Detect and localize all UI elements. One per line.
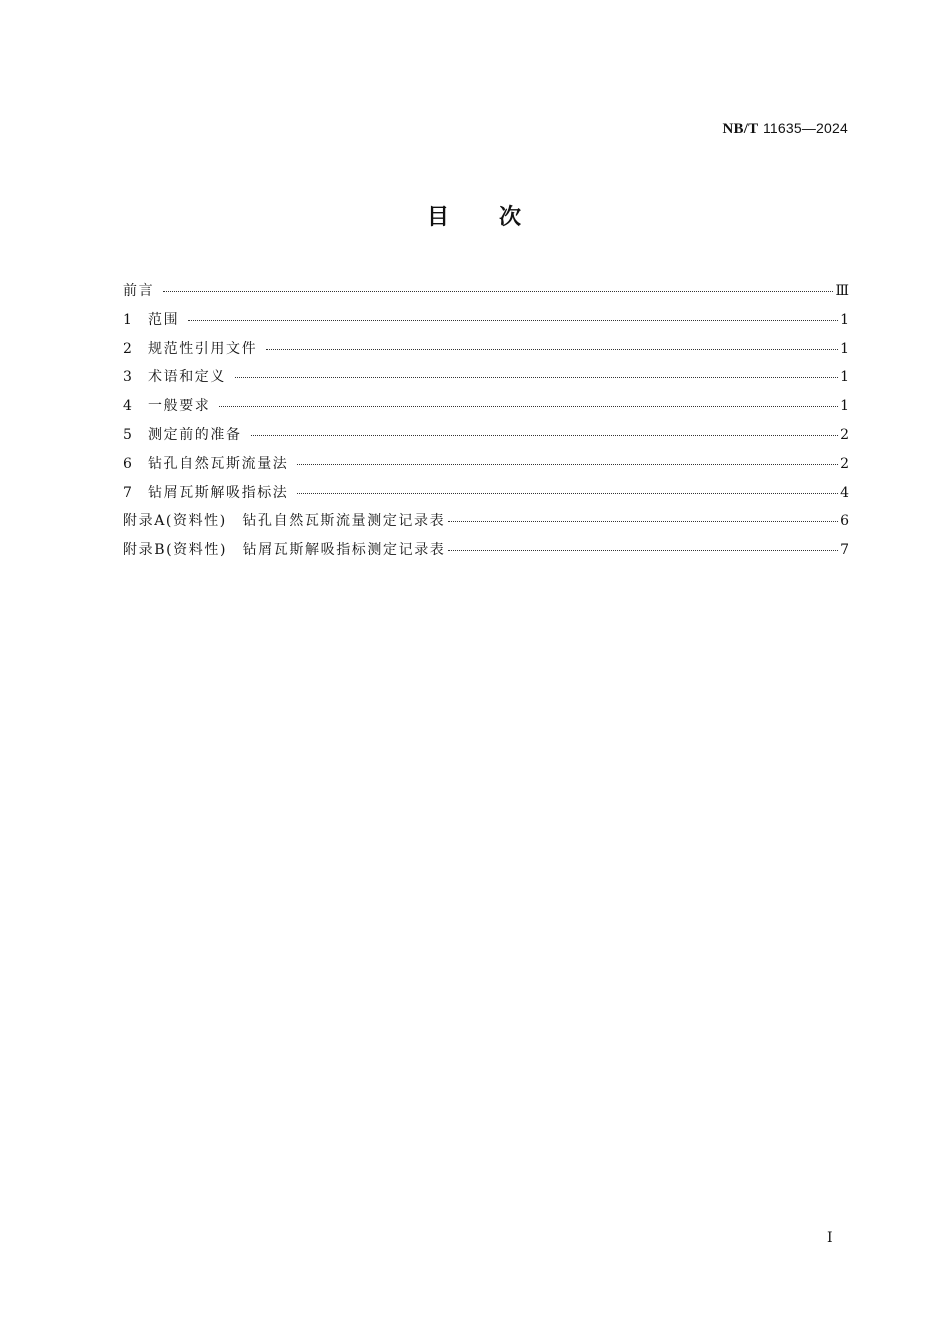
toc-entry-page: 1 <box>840 340 849 357</box>
toc-dot-leader <box>235 377 838 378</box>
toc-entry-page: 2 <box>840 426 849 443</box>
toc-entry-label: 范围 <box>148 311 180 328</box>
toc-dot-leader <box>448 550 838 551</box>
toc-entry-title <box>123 482 288 502</box>
toc-entry-label: 一般要求 <box>148 398 211 415</box>
toc-title-part1: 目 <box>426 205 451 230</box>
toc-entry-number: 7 <box>123 484 132 501</box>
toc-entry-number: 4 <box>123 398 132 415</box>
toc-entry-label: 附录B(资料性) 钻屑瓦斯解吸指标测定记录表 <box>123 542 446 559</box>
toc-entry-3[interactable] <box>123 366 849 395</box>
toc-entry-label: 规范性引用文件 <box>148 340 258 357</box>
toc-entry-title <box>123 338 257 358</box>
toc-dot-leader <box>448 521 838 522</box>
toc-entry-page: 7 <box>840 542 849 559</box>
toc-entry-label: 前言 <box>123 283 155 299</box>
toc-entry-label: 钻孔自然瓦斯流量法 <box>148 455 289 472</box>
toc-dot-leader <box>297 464 838 465</box>
toc-dot-leader <box>219 406 838 407</box>
toc-entry-page: 1 <box>840 311 849 328</box>
toc-entry-7[interactable] <box>123 482 849 511</box>
toc-entry-label: 钻屑瓦斯解吸指标法 <box>148 484 289 501</box>
toc-entry-page: 1 <box>840 398 849 415</box>
page-number: I <box>827 1230 833 1246</box>
toc-entry-2[interactable] <box>123 338 849 367</box>
toc-entry-title <box>123 395 210 415</box>
toc-entry-number: 3 <box>123 369 132 386</box>
toc-entry-page: 1 <box>840 369 849 386</box>
toc-entry-4[interactable] <box>123 395 849 424</box>
toc-entry-title <box>123 366 226 386</box>
toc-entry-foreword[interactable] <box>123 280 849 309</box>
toc-entry-page: Ⅲ <box>835 283 849 299</box>
toc-entry-number: 2 <box>123 340 132 357</box>
toc-entry-page: 4 <box>840 484 849 501</box>
standard-prefix: NB/T <box>722 121 759 137</box>
toc-entry-5[interactable] <box>123 424 849 453</box>
standard-number: 11635—2024 <box>762 120 848 136</box>
toc-entry-number: 1 <box>123 311 132 328</box>
toc-title <box>0 200 950 231</box>
toc-entry-1[interactable] <box>123 309 849 338</box>
toc-dot-leader <box>163 291 833 292</box>
toc-dot-leader <box>251 435 838 436</box>
toc-entry-appendix-a[interactable] <box>123 510 849 539</box>
toc-entry-title <box>123 424 242 444</box>
table-of-contents <box>123 280 849 568</box>
toc-entry-label: 术语和定义 <box>148 369 226 386</box>
toc-dot-leader <box>297 493 838 494</box>
toc-entry-label: 附录A(资料性) 钻孔自然瓦斯流量测定记录表 <box>123 513 446 530</box>
standard-code <box>722 120 848 138</box>
toc-entry-title <box>123 453 288 473</box>
toc-dot-leader <box>266 349 838 350</box>
toc-title-part2: 次 <box>499 205 524 230</box>
toc-entry-label: 测定前的准备 <box>148 426 242 443</box>
toc-entry-page: 6 <box>840 513 849 530</box>
toc-entry-6[interactable] <box>123 453 849 482</box>
toc-entry-number: 6 <box>123 455 132 472</box>
toc-entry-title <box>123 309 179 329</box>
toc-entry-page: 2 <box>840 455 849 472</box>
toc-dot-leader <box>188 320 838 321</box>
toc-entry-number: 5 <box>123 426 132 443</box>
toc-entry-appendix-b[interactable] <box>123 539 849 568</box>
